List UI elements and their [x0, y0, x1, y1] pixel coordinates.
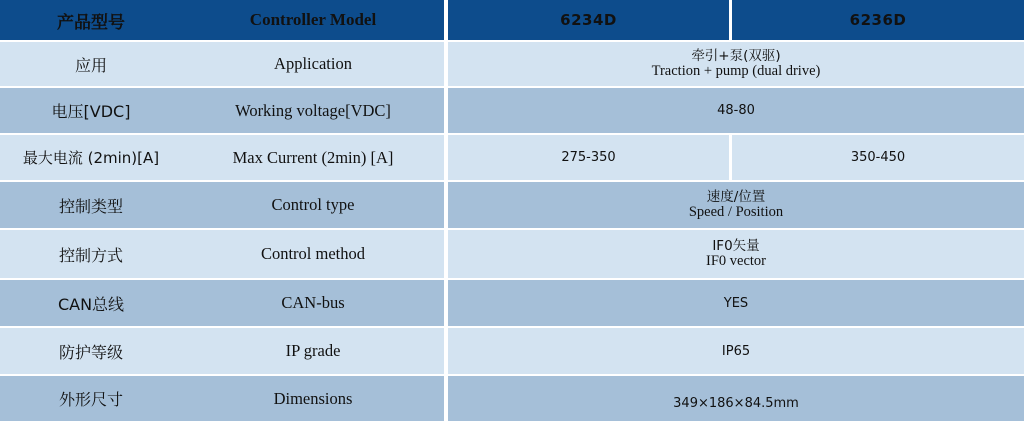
header-model-b: 6236D [849, 11, 907, 29]
row-label-en: Application [274, 54, 352, 73]
row-value: YES [723, 295, 749, 311]
table-row [0, 88, 1024, 133]
column-separator [444, 135, 448, 180]
row-label-cn: 最大电流 (2min)[A] [22, 149, 160, 167]
column-separator [444, 182, 448, 228]
row-label-cn: CAN总线 [57, 294, 125, 314]
row-label-cn: 电压[VDC] [51, 102, 131, 121]
row-label-en: Control method [260, 244, 366, 263]
row-value: 349×186×84.5mm [673, 396, 799, 411]
table-row [0, 135, 1024, 180]
column-separator [444, 88, 448, 133]
row-label-cn: 应用 [74, 55, 107, 75]
row-label-en: Control type [271, 195, 355, 214]
column-separator [444, 230, 448, 278]
row-label-en: Max Current (2min) [A] [232, 147, 394, 167]
row-label-en: IP grade [285, 341, 341, 360]
row-value: IP65 [721, 343, 751, 359]
column-separator [444, 280, 448, 326]
value-cn: IF0矢量 [712, 238, 760, 254]
row-label-en: Dimensions [273, 388, 353, 408]
row-label-cn: 外形尺寸 [58, 390, 123, 409]
header-cn: 产品型号 [57, 12, 125, 33]
table-row [0, 230, 1024, 278]
header-model-a: 6234D [560, 11, 617, 29]
value-cn: 速度/位置 [706, 189, 766, 205]
table-row [0, 328, 1024, 374]
row-value [448, 42, 1024, 86]
column-separator [729, 135, 732, 180]
column-separator [444, 376, 448, 421]
table-row [0, 376, 1024, 421]
column-separator [444, 328, 448, 374]
table-row [0, 42, 1024, 86]
table-header [0, 0, 1024, 40]
value-en: Speed / Position [688, 204, 784, 220]
value-en: Traction + pump (dual drive) [651, 63, 821, 79]
column-separator [444, 42, 448, 86]
table-row [0, 280, 1024, 326]
row-value-model-b: 350-450 [850, 150, 906, 165]
table-row [0, 182, 1024, 228]
header-en: Controller Model [249, 10, 377, 29]
row-value-model-a: 275-350 [561, 150, 616, 165]
value-cn: 牵引+泵(双驱) [691, 48, 781, 64]
row-value [448, 230, 1024, 278]
column-separator [729, 0, 732, 40]
row-label-cn: 防护等级 [58, 342, 123, 362]
value-en: IF0 vector [706, 253, 766, 269]
row-value [448, 182, 1024, 228]
row-label-en: CAN-bus [281, 293, 345, 312]
row-label-cn: 控制方式 [58, 245, 123, 265]
column-separator [444, 0, 448, 40]
row-value: 48-80 [717, 103, 755, 118]
row-label-cn: 控制类型 [58, 196, 123, 216]
row-label-en: Working voltage[VDC] [235, 100, 391, 120]
